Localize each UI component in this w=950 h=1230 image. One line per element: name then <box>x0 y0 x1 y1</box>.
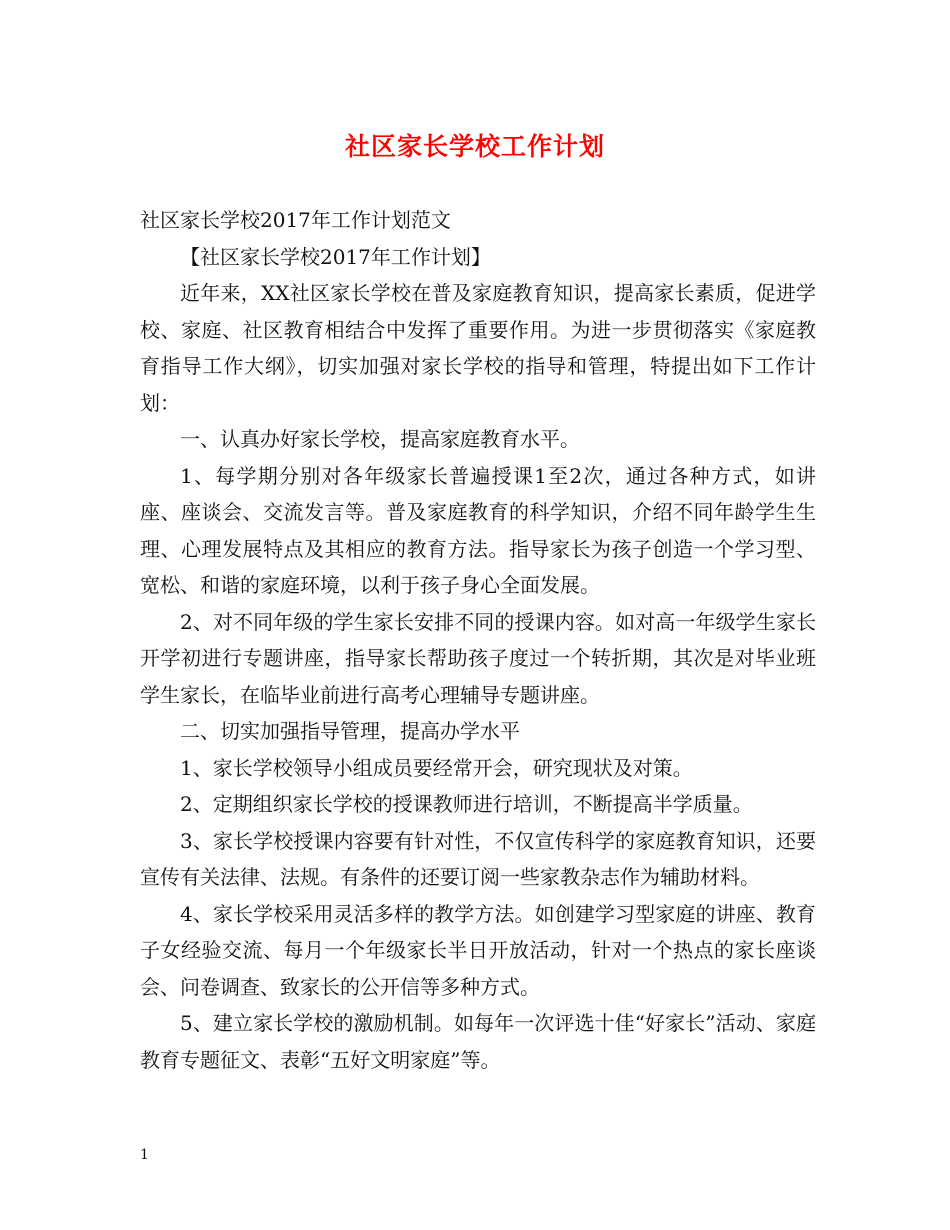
paragraph: 一、认真办好家长学校，提高家庭教育水平。 <box>180 427 580 451</box>
paragraph: 1、每学期分别对各年级家长普遍授课1至2次，通过各种方式，如讲座、座谈会、交流发言等。普及家庭教育的科学知识，介绍不同年龄学生生理、心理发展特点及其相应的教育方法。指导家长为孩子创造一个学习型、宽松、和谐的家庭环境，以利于孩子身心全面发展。 <box>140 463 816 597</box>
paragraph: 2、定期组织家长学校的授课教师进行培训，不断提高半学质量。 <box>180 792 753 816</box>
document-body <box>140 202 816 1078</box>
paragraph: 5、建立家长学校的激励机制。如每年一次评选十佳“好家长”活动、家庭教育专题征文、表彰“五好文明家庭”等。 <box>140 1011 816 1072</box>
paragraph: 1、家长学校领导小组成员要经常开会，研究现状及对策。 <box>180 755 693 780</box>
document-title: 社区家长学校工作计划 <box>344 132 605 161</box>
paragraph: 3、家长学校授课内容要有针对性，不仅宣传科学的家庭教育知识，还要宣传有关法律、法规。有条件的还要订阅一些家教杂志作为辅助材料。 <box>140 828 816 889</box>
paragraph: 4、家长学校采用灵活多样的教学方法。如创建学习型家庭的讲座、教育子女经验交流、每月一个年级家长半日开放活动，针对一个热点的家长座谈会、问卷调查、致家长的公开信等多种方式。 <box>140 901 816 999</box>
paragraph: 近年来，XX社区家长学校在普及家庭教育知识，提高家长素质，促进学校、家庭、社区教育相结合中发挥了重要作用。为进一步贯彻落实《家庭教育指导工作大纲》，切实加强对家长学校的指导和管理，特提出如下工作计划： <box>140 281 816 415</box>
paragraph: 社区家长学校2017年工作计划范文 <box>140 208 451 232</box>
paragraph: 二、切实加强指导管理，提高办学水平 <box>180 719 520 743</box>
page-number: 1 <box>140 1147 149 1163</box>
paragraph: 2、对不同年级的学生家长安排不同的授课内容。如对高一年级学生家长开学初进行专题讲座，指导家长帮助孩子度过一个转折期，其次是对毕业班学生家长，在临毕业前进行高考心理辅导专题讲座。 <box>140 609 816 707</box>
paragraph: 【社区家长学校2017年工作计划】 <box>180 244 491 269</box>
